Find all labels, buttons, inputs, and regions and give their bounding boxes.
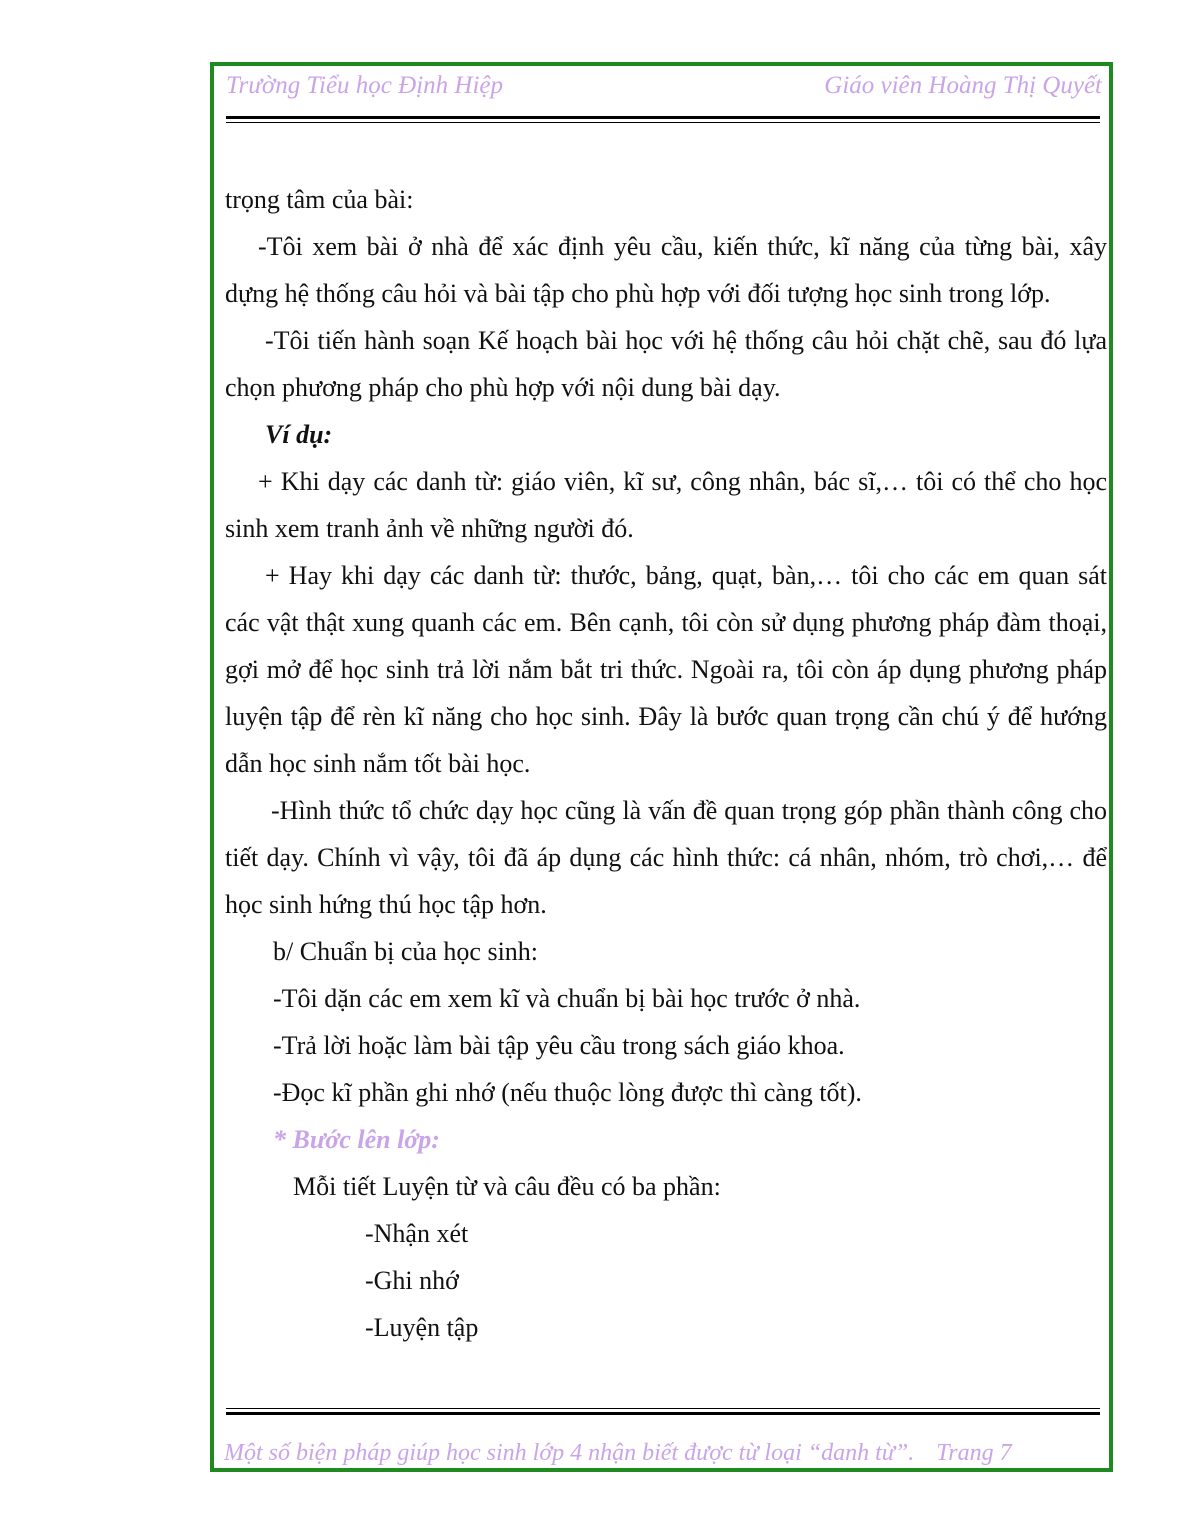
list-item: -Luyện tập xyxy=(365,1313,479,1342)
example-heading: Ví dụ: xyxy=(265,420,333,449)
footer-title: Một số biện pháp giúp học sinh lớp 4 nhận biết được từ loại “danh từ”. xyxy=(224,1440,915,1466)
header-rule-thick xyxy=(226,116,1100,119)
header-school: Trường Tiểu học Định Hiệp xyxy=(226,72,503,99)
paragraph: -Trả lời hoặc làm bài tập yêu cầu trong sách giáo khoa. xyxy=(273,1031,845,1060)
paragraph: + Hay khi dạy các danh từ: thước, bảng, quạt, bàn,… tôi cho các em quan sát các vật thật xung quanh các em. Bên cạnh, tôi còn sử dụng phương pháp đàm thoại, gợi mở để học sinh trả lời nắm bắt tri thức. Ngoài ra, tôi còn áp dụng phương pháp luyện tập để rèn kĩ năng cho học sinh. Đây là bước quan trọng cần chú ý để hướng dẫn học sinh nắm tốt bài học. xyxy=(225,561,1107,778)
header-rule-thin xyxy=(226,122,1100,123)
paragraph: trọng tâm của bài: xyxy=(225,185,414,214)
footer-rule-thick xyxy=(226,1412,1100,1415)
paragraph: + Khi dạy các danh từ: giáo viên, kĩ sư, công nhân, bác sĩ,… tôi có thể cho học sinh xem tranh ảnh về những người đó. xyxy=(225,467,1107,543)
paragraph: -Đọc kĩ phần ghi nhớ (nếu thuộc lòng được thì càng tốt). xyxy=(273,1078,862,1107)
list-item: -Nhận xét xyxy=(365,1219,469,1248)
paragraph: -Tôi tiến hành soạn Kế hoạch bài học với hệ thống câu hỏi chặt chẽ, sau đó lựa chọn phương pháp cho phù hợp với nội dung bài dạy. xyxy=(225,326,1107,402)
list-item: -Ghi nhớ xyxy=(365,1266,459,1295)
page-number: Trang 7 xyxy=(936,1440,1012,1466)
paragraph: Mỗi tiết Luyện từ và câu đều có ba phần: xyxy=(293,1172,721,1201)
step-heading: * Bước lên lớp: xyxy=(273,1125,440,1154)
page-header xyxy=(226,72,1102,108)
paragraph: -Tôi xem bài ở nhà để xác định yêu cầu, kiến thức, kĩ năng của từng bài, xây dựng hệ thống câu hỏi và bài tập cho phù hợp với đối tượng học sinh trong lớp. xyxy=(225,232,1107,308)
document-body xyxy=(225,176,1107,1351)
paragraph: b/ Chuẩn bị của học sinh: xyxy=(273,937,539,966)
footer-rule-thin xyxy=(226,1408,1100,1409)
header-teacher: Giáo viên Hoàng Thị Quyết xyxy=(824,72,1102,99)
paragraph: -Tôi dặn các em xem kĩ và chuẩn bị bài học trước ở nhà. xyxy=(273,984,861,1013)
page-footer xyxy=(224,1440,1012,1467)
paragraph: -Hình thức tổ chức dạy học cũng là vấn đề quan trọng góp phần thành công cho tiết dạy. Chính vì vậy, tôi đã áp dụng các hình thức: cá nhân, nhóm, trò chơi,… để học sinh hứng thú học tập hơn. xyxy=(225,796,1107,919)
